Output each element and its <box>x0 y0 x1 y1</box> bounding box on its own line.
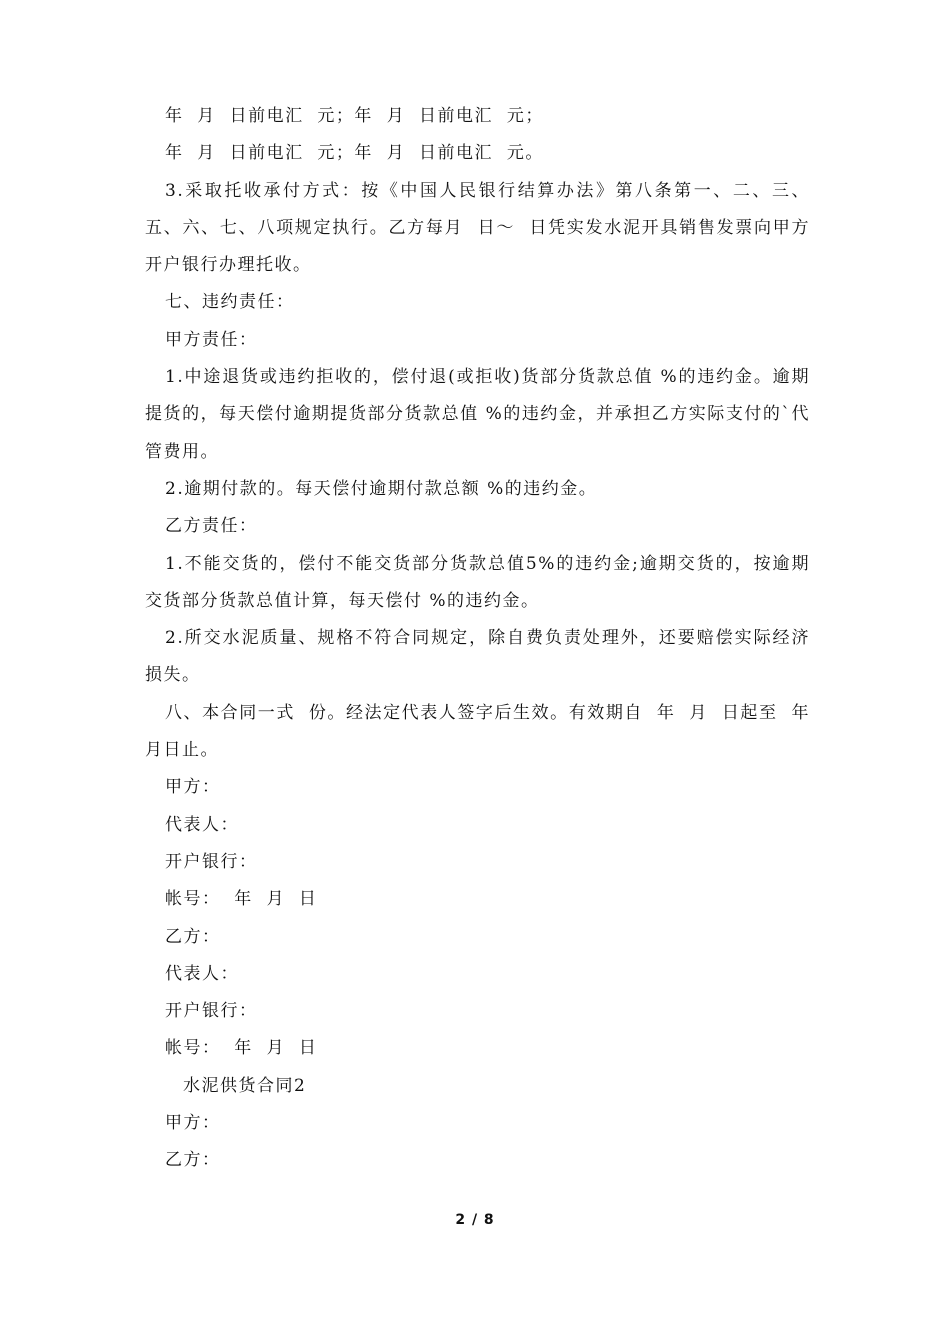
payment-schedule-line-2: 年 月 日前电汇 元；年 月 日前电汇 元。 <box>165 143 544 164</box>
party-a-account-date: 帐号： 年 月 日 <box>165 889 318 910</box>
party-b-liability-heading: 乙方责任： <box>165 516 258 537</box>
contract-2-title: 水泥供货合同2 <box>183 1075 307 1096</box>
party-b-label: 乙方： <box>165 926 221 947</box>
party-b-account-date: 帐号： 年 月 日 <box>165 1038 318 1059</box>
party-a-bank: 开户银行： <box>165 851 258 872</box>
party-a-label: 甲方： <box>165 777 221 798</box>
party-a-liability-heading: 甲方责任： <box>165 329 258 350</box>
party-a-representative: 代表人： <box>165 814 239 835</box>
document-body <box>145 98 824 1180</box>
contract-2-party-a-label: 甲方： <box>165 1113 221 1134</box>
payment-schedule-line-1: 年 月 日前电汇 元；年 月 日前电汇 元； <box>165 106 544 126</box>
collection-payment-clause: 3.采取托收承付方式：按《中国人民银行结算办法》第八条第一、二、三、五、六、七、八项规定执行。乙方每月 日～ 日凭实发水泥开具销售发票向甲方开户银行办理托收。 <box>145 180 810 276</box>
party-a-liability-item-1: 1.中途退货或违约拒收的，偿付退(或拒收)货部分货款总值 %的违约金。逾期提货的，每天偿付逾期提货部分货款总值 %的违约金，并承担乙方实际支付的`代管费用。 <box>145 367 810 462</box>
party-a-liability-item-2: 2.逾期付款的。每天偿付逾期付款总额 %的违约金。 <box>165 478 598 499</box>
contract-2-party-b-label: 乙方： <box>165 1150 221 1171</box>
party-b-liability-item-2: 2.所交水泥质量、规格不符合同规定，除自费负责处理外，还要赔偿实际经济损失。 <box>145 628 810 686</box>
page-number: 2 / 8 <box>455 1212 495 1228</box>
party-b-representative: 代表人： <box>165 963 239 984</box>
party-b-bank: 开户银行： <box>165 1001 258 1022</box>
party-b-liability-item-1: 1.不能交货的，偿付不能交货部分货款总值5%的违约金;逾期交货的，按逾期交货部分货款总值计算，每天偿付 %的违约金。 <box>145 553 810 611</box>
section-heading-breach-liability: 七、违约责任： <box>165 292 295 313</box>
section-heading-validity: 八、本合同一式 份。经法定代表人签字后生效。有效期自 年 月 日起至 年 月日止。 <box>145 702 824 761</box>
